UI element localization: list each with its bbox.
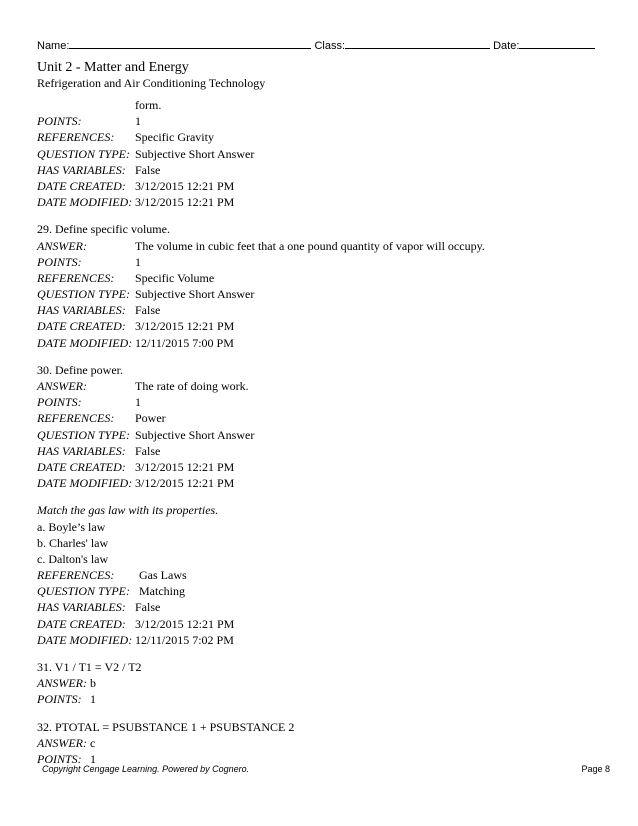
date-created-value: 3/12/2015 12:21 PM [135,319,235,334]
has-variables-value: False [135,600,161,615]
q29-references-row [37,270,607,286]
points-label: POINTS: [37,395,82,410]
references-label: REFERENCES: [37,130,115,145]
q28-hasvars-row [37,162,607,178]
question-type-label: QUESTION TYPE: [37,287,131,302]
match-references-row [37,567,607,583]
q28-references-row [37,129,607,145]
question-type-label: QUESTION TYPE: [37,146,131,161]
q30-references-row [37,410,607,426]
date-created-value: 3/12/2015 12:21 PM [135,178,235,193]
name-blank [69,37,311,49]
q31-points-row [37,691,607,707]
points-value: 1 [90,751,96,766]
q31-answer-row [37,675,607,691]
date-modified-label: DATE MODIFIED: [37,195,133,210]
date-blank [519,37,595,49]
date-modified-value: 3/12/2015 12:21 PM [135,195,235,210]
date-created-label: DATE CREATED: [37,616,126,631]
q30-hasvars-row [37,443,607,459]
has-variables-value: False [135,303,161,318]
copyright-notice: Copyright Cengage Learning. Powered by Cognero. [42,764,250,774]
answer-value: The rate of doing work. [135,379,249,393]
q30-modified-row [37,475,607,491]
has-variables-value: False [135,162,161,177]
answer-label: ANSWER: [37,735,87,750]
q28-form-row [37,97,607,113]
question-content [37,97,607,767]
q29-modified-row [37,335,607,351]
references-label: REFERENCES: [37,568,115,583]
points-value: 1 [135,114,141,129]
q30-answer-row [37,378,607,394]
date-modified-label: DATE MODIFIED: [37,476,133,491]
q29-created-row [37,318,607,334]
references-value: Specific Volume [135,270,215,285]
answer-label: ANSWER: [37,238,87,253]
references-value: Gas Laws [139,568,187,583]
matching-option-a: a. Boyle’s law [37,519,106,534]
date-created-label: DATE CREATED: [37,319,126,334]
q28-points-row [37,113,607,129]
date-created-label: DATE CREATED: [37,178,126,193]
worksheet-header [37,37,603,53]
date-created-label: DATE CREATED: [37,459,126,474]
q32-answer-row [37,735,607,751]
answer-label: ANSWER: [37,676,87,691]
unit-title: Unit 2 - Matter and Energy [37,60,189,75]
matching-option-c: c. Dalton's law [37,551,109,566]
q28-qtype-row [37,146,607,162]
points-value: 1 [135,395,141,410]
date-created-value: 3/12/2015 12:21 PM [135,616,235,631]
question-type-value: Subjective Short Answer [135,287,255,302]
q30-qtype-row [37,427,607,443]
has-variables-label: HAS VARIABLES: [37,162,126,177]
points-value: 1 [90,692,96,707]
points-label: POINTS: [37,751,82,766]
points-label: POINTS: [37,692,82,707]
references-value: Specific Gravity [135,130,214,145]
date-modified-value: 12/11/2015 7:00 PM [135,335,234,350]
date-created-value: 3/12/2015 12:21 PM [135,459,235,474]
question-type-value: Subjective Short Answer [135,146,255,161]
q29-points-row [37,254,607,270]
page-footer [42,764,610,775]
match-hasvars-row [37,599,607,615]
unit-subtitle: Refrigeration and Air Conditioning Technology [37,76,266,90]
match-created-row [37,616,607,632]
date-modified-value: 12/11/2015 7:02 PM [135,632,234,647]
has-variables-label: HAS VARIABLES: [37,443,126,458]
date-modified-label: DATE MODIFIED: [37,335,133,350]
question-type-label: QUESTION TYPE: [37,427,131,442]
date-modified-label: DATE MODIFIED: [37,632,133,647]
answer-label: ANSWER: [37,379,87,393]
q30-question: 30. Define power. [37,362,123,377]
references-value: Power [135,411,166,426]
points-label: POINTS: [37,114,82,129]
references-label: REFERENCES: [37,270,115,285]
points-value: 1 [135,254,141,269]
match-qtype-row [37,583,607,599]
has-variables-label: HAS VARIABLES: [37,303,126,318]
q32-question: 32. PTOTAL = PSUBSTANCE 1 + PSUBSTANCE 2 [37,719,295,734]
name-label: Name: [37,40,70,52]
answer-value: c [90,735,96,750]
class-blank [345,37,490,49]
page-number: Page 8 [581,764,610,774]
answer-value: The volume in cubic feet that a one pound quantity of vapor will occupy. [135,238,485,253]
q30-points-row [37,394,607,410]
q29-answer-row [37,238,607,254]
references-label: REFERENCES: [37,411,115,426]
date-modified-value: 3/12/2015 12:21 PM [135,476,235,491]
q30-created-row [37,459,607,475]
q29-hasvars-row [37,302,607,318]
q28-modified-row [37,194,607,210]
question-type-label: QUESTION TYPE: [37,584,131,599]
matching-option-b: b. Charles' law [37,535,109,550]
q29-question: 29. Define specific volume. [37,222,170,237]
answer-value: b [90,676,96,691]
q28-form-text: form. [135,98,162,112]
q28-created-row [37,178,607,194]
date-label: Date: [493,40,520,52]
matching-instruction: Match the gas law with its properties. [37,503,219,518]
match-modified-row [37,632,607,648]
has-variables-value: False [135,443,161,458]
question-type-value: Matching [139,584,185,599]
question-type-value: Subjective Short Answer [135,427,255,442]
points-label: POINTS: [37,254,82,269]
q31-question: 31. V1 / T1 = V2 / T2 [37,660,142,674]
has-variables-label: HAS VARIABLES: [37,600,126,615]
class-label: Class: [314,40,346,52]
q29-qtype-row [37,286,607,302]
